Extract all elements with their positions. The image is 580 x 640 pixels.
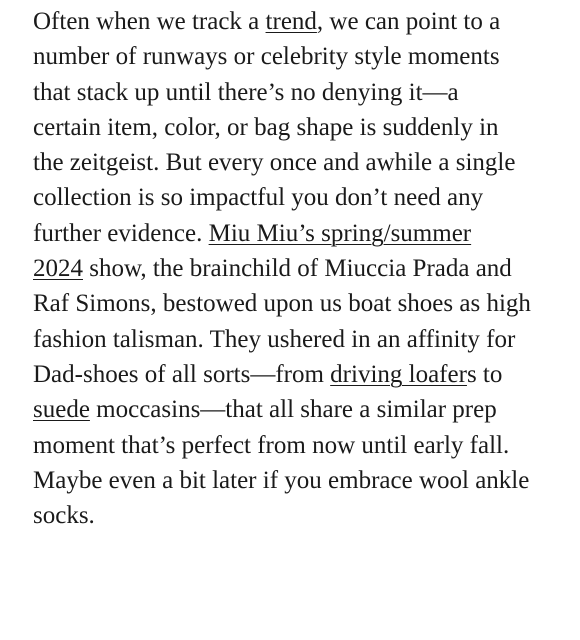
body-text: socks. bbox=[33, 502, 95, 530]
body-text: moccasins—that all share a similar prep bbox=[89, 396, 497, 424]
paragraph-line bbox=[33, 463, 553, 498]
link-driving-loafer[interactable]: driving loafer bbox=[330, 360, 467, 388]
paragraph-line bbox=[33, 39, 553, 74]
body-text: the zeitgeist. But every once and awhile a single bbox=[33, 149, 516, 177]
paragraph-line bbox=[33, 392, 553, 427]
body-text: show, the brainchild of Miuccia Prada and bbox=[83, 255, 512, 283]
body-text: moment that’s perfect from now until early fall. bbox=[33, 431, 510, 459]
body-text: that stack up until there’s no denying it—a bbox=[33, 78, 459, 106]
paragraph-line bbox=[33, 4, 553, 39]
body-text: collection is so impactful you don’t need any bbox=[33, 184, 484, 212]
body-text: , we can point to a bbox=[316, 8, 501, 35]
body-paragraph bbox=[33, 4, 553, 533]
paragraph-line bbox=[33, 75, 553, 110]
paragraph-line bbox=[33, 286, 553, 321]
paragraph-line bbox=[33, 322, 553, 357]
article-body bbox=[33, 4, 553, 533]
body-text: s to bbox=[466, 360, 503, 388]
paragraph-line bbox=[33, 110, 553, 145]
paragraph-line bbox=[33, 251, 553, 286]
body-text: Maybe even a bit later if you embrace wool ankle bbox=[33, 466, 530, 494]
paragraph-line bbox=[33, 498, 553, 533]
paragraph-line bbox=[33, 145, 553, 180]
link-2024[interactable]: 2024 bbox=[33, 255, 83, 283]
body-text: fashion talisman. They ushered in an affinity for bbox=[33, 325, 516, 353]
paragraph-line bbox=[33, 428, 553, 463]
paragraph-line bbox=[33, 180, 553, 215]
body-text: Often when we track a bbox=[33, 8, 266, 35]
link-miu-miu-s-spring-summer[interactable]: Miu Miu’s spring/summer bbox=[208, 219, 472, 247]
body-text: further evidence. bbox=[33, 219, 209, 247]
body-text: number of runways or celebrity style moments bbox=[33, 43, 500, 71]
link-trend[interactable]: trend bbox=[265, 8, 317, 35]
link-suede[interactable]: suede bbox=[33, 396, 90, 424]
paragraph-line bbox=[33, 216, 553, 251]
body-text: Dad-shoes of all sorts—from bbox=[33, 360, 331, 388]
body-text: certain item, color, or bag shape is suddenly in bbox=[33, 113, 499, 141]
body-text: Raf Simons, bestowed upon us boat shoes as high bbox=[33, 290, 531, 318]
paragraph-line bbox=[33, 357, 553, 392]
